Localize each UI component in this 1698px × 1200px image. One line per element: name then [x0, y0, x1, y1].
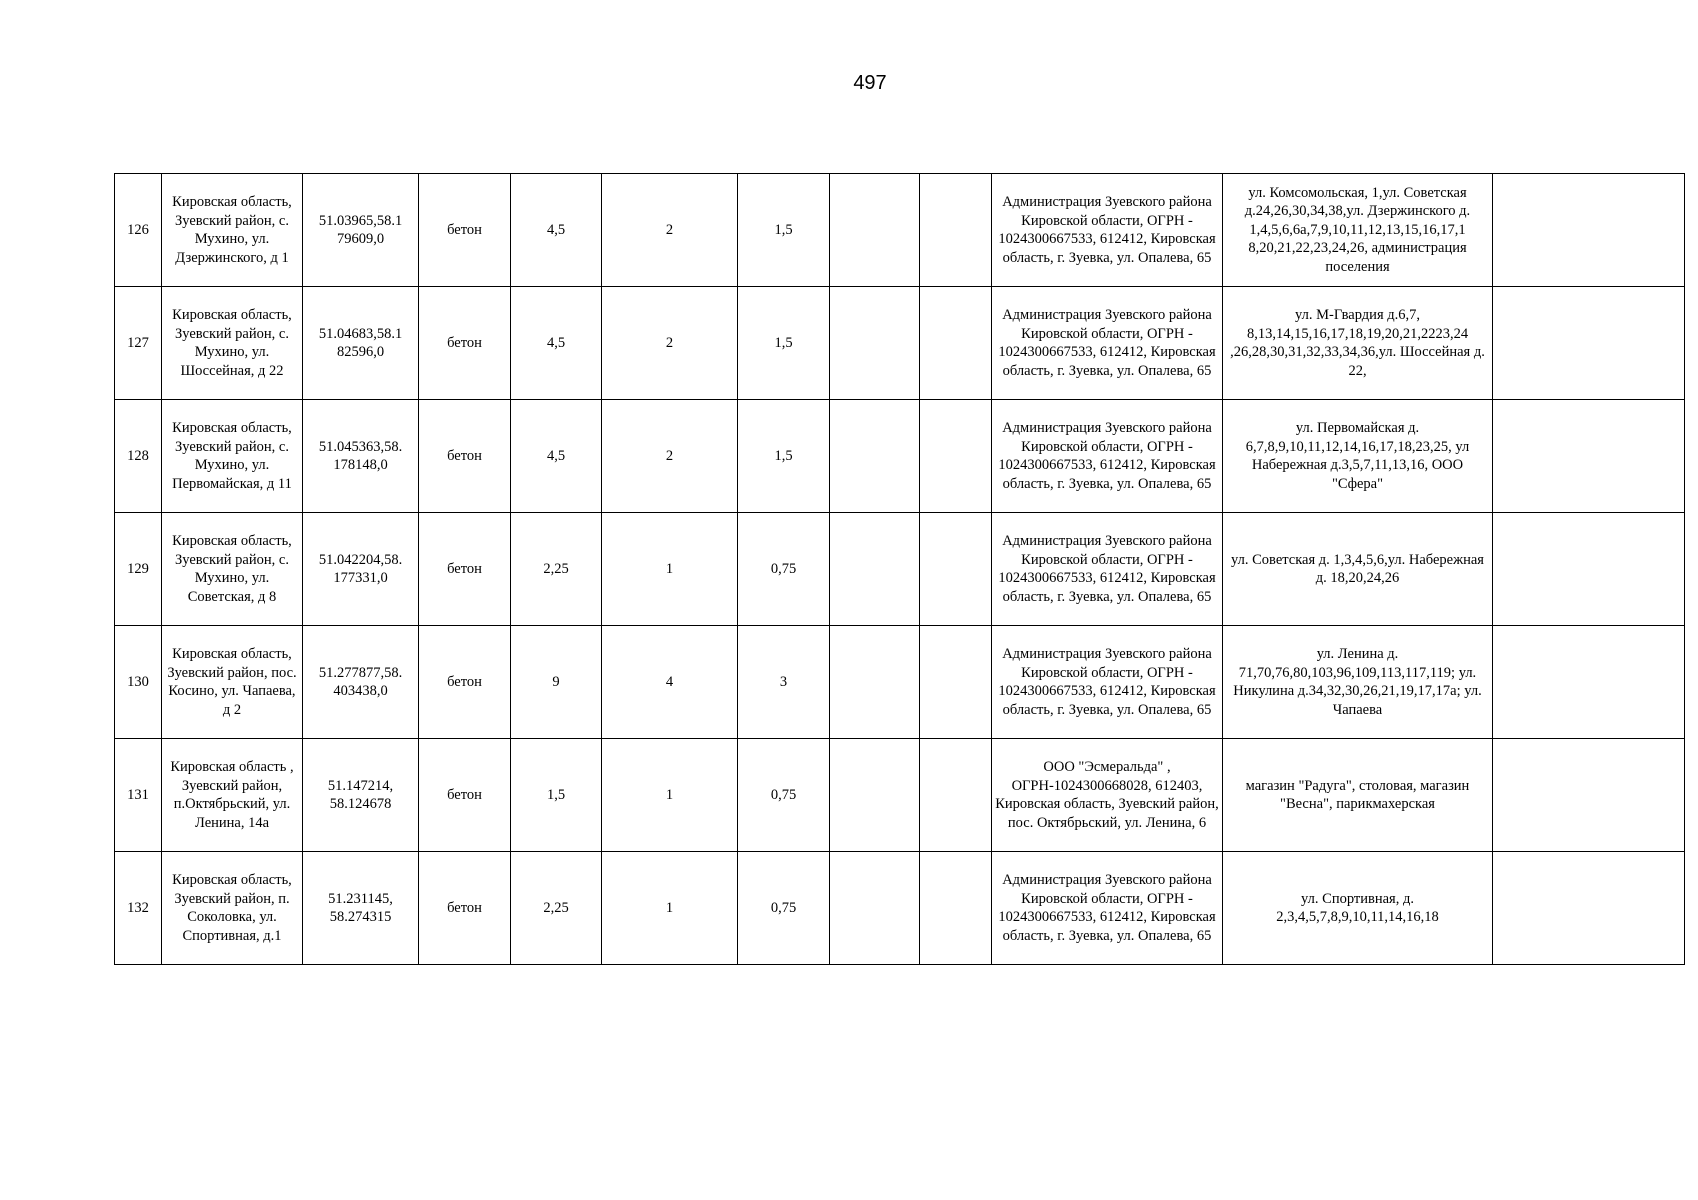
waste-sources: ул. Советская д. 1,3,4,5,6,ул. Набережная д. 18,20,24,26: [1223, 513, 1493, 626]
container-count: 1: [602, 852, 738, 965]
empty-cell: [830, 739, 920, 852]
container-count: 2: [602, 174, 738, 287]
table-row: [115, 287, 1685, 400]
site-area: 4,5: [511, 174, 602, 287]
empty-cell: [830, 513, 920, 626]
site-coordinates: 51.045363,58. 178148,0: [303, 400, 419, 513]
waste-sources: магазин "Радуга", столовая, магазин "Весна", парикмахерская: [1223, 739, 1493, 852]
owner-info: Администрация Зуевского района Кировской области, ОГРН - 1024300667533, 612412, Кировская область, г. Зуевка, ул. Опалева, 65: [992, 287, 1223, 400]
empty-cell: [830, 287, 920, 400]
owner-info: Администрация Зуевского района Кировской области, ОГРН - 1024300667533, 612412, Кировская область, г. Зуевка, ул. Опалева, 65: [992, 174, 1223, 287]
container-count: 4: [602, 626, 738, 739]
waste-sources: ул. Первомайская д. 6,7,8,9,10,11,12,14,16,17,18,23,25, ул Набережная д.3,5,7,11,13,16, ООО "Сфера": [1223, 400, 1493, 513]
empty-cell: [1493, 400, 1685, 513]
empty-cell: [1493, 626, 1685, 739]
empty-cell: [1493, 852, 1685, 965]
surface-type: бетон: [419, 174, 511, 287]
site-area: 9: [511, 626, 602, 739]
empty-cell: [830, 400, 920, 513]
site-address: Кировская область, Зуевский район, п. Соколовка, ул. Спортивная, д.1: [162, 852, 303, 965]
empty-cell: [830, 626, 920, 739]
row-number: 131: [115, 739, 162, 852]
empty-cell: [920, 626, 992, 739]
empty-cell: [830, 174, 920, 287]
owner-info: ООО "Эсмеральда" , ОГРН-1024300668028, 612403, Кировская область, Зуевский район, пос. Октябрьский, ул. Ленина, 6: [992, 739, 1223, 852]
site-area: 2,25: [511, 513, 602, 626]
page-number: 497: [853, 72, 887, 94]
site-area: 2,25: [511, 852, 602, 965]
empty-cell: [920, 852, 992, 965]
row-number: 127: [115, 287, 162, 400]
surface-type: бетон: [419, 852, 511, 965]
waste-sources: ул. Спортивная, д. 2,3,4,5,7,8,9,10,11,14,16,18: [1223, 852, 1493, 965]
table-row: [115, 174, 1685, 287]
table-row: [115, 513, 1685, 626]
row-number: 126: [115, 174, 162, 287]
site-coordinates: 51.277877,58. 403438,0: [303, 626, 419, 739]
row-number: 130: [115, 626, 162, 739]
site-coordinates: 51.042204,58. 177331,0: [303, 513, 419, 626]
owner-info: Администрация Зуевского района Кировской области, ОГРН - 1024300667533, 612412, Кировская область, г. Зуевка, ул. Опалева, 65: [992, 513, 1223, 626]
table-row: [115, 400, 1685, 513]
container-count: 2: [602, 287, 738, 400]
table-row: [115, 739, 1685, 852]
empty-cell: [1493, 513, 1685, 626]
site-address: Кировская область , Зуевский район, п.Октябрьский, ул. Ленина, 14а: [162, 739, 303, 852]
container-volume: 1,5: [738, 287, 830, 400]
waste-sources: ул. М-Гвардия д.6,7, 8,13,14,15,16,17,18,19,20,21,2223,24 ,26,28,30,31,32,33,34,36,ул. Шоссейная д. 22,: [1223, 287, 1493, 400]
site-address: Кировская область, Зуевский район, пос. Косино, ул. Чапаева, д 2: [162, 626, 303, 739]
container-volume: 0,75: [738, 513, 830, 626]
container-volume: 1,5: [738, 174, 830, 287]
waste-sources: ул. Комсомольская, 1,ул. Советская д.24,26,30,34,38,ул. Дзержинского д. 1,4,5,6,6а,7,9,10,11,12,13,15,16,17,1 8,20,21,22,23,24,26, администрация поселения: [1223, 174, 1493, 287]
table-row: [115, 852, 1685, 965]
empty-cell: [920, 739, 992, 852]
site-area: 1,5: [511, 739, 602, 852]
container-volume: 1,5: [738, 400, 830, 513]
container-count: 1: [602, 513, 738, 626]
empty-cell: [920, 400, 992, 513]
surface-type: бетон: [419, 513, 511, 626]
row-number: 128: [115, 400, 162, 513]
empty-cell: [1493, 174, 1685, 287]
site-address: Кировская область, Зуевский район, с. Мухино, ул. Советская, д 8: [162, 513, 303, 626]
empty-cell: [920, 287, 992, 400]
site-coordinates: 51.04683,58.1 82596,0: [303, 287, 419, 400]
site-address: Кировская область, Зуевский район, с. Мухино, ул. Дзержинского, д 1: [162, 174, 303, 287]
empty-cell: [830, 852, 920, 965]
surface-type: бетон: [419, 400, 511, 513]
site-address: Кировская область, Зуевский район, с. Мухино, ул. Шоссейная, д 22: [162, 287, 303, 400]
waste-sites-table: [114, 173, 1685, 965]
site-coordinates: 51.231145, 58.274315: [303, 852, 419, 965]
container-count: 2: [602, 400, 738, 513]
surface-type: бетон: [419, 626, 511, 739]
surface-type: бетон: [419, 287, 511, 400]
owner-info: Администрация Зуевского района Кировской области, ОГРН - 1024300667533, 612412, Кировская область, г. Зуевка, ул. Опалева, 65: [992, 400, 1223, 513]
empty-cell: [920, 513, 992, 626]
site-area: 4,5: [511, 287, 602, 400]
empty-cell: [1493, 739, 1685, 852]
container-volume: 3: [738, 626, 830, 739]
owner-info: Администрация Зуевского района Кировской области, ОГРН - 1024300667533, 612412, Кировская область, г. Зуевка, ул. Опалева, 65: [992, 852, 1223, 965]
container-count: 1: [602, 739, 738, 852]
row-number: 132: [115, 852, 162, 965]
waste-sources: ул. Ленина д. 71,70,76,80,103,96,109,113,117,119; ул. Никулина д.34,32,30,26,21,19,17,17а; ул. Чапаева: [1223, 626, 1493, 739]
site-area: 4,5: [511, 400, 602, 513]
site-coordinates: 51.147214, 58.124678: [303, 739, 419, 852]
empty-cell: [1493, 287, 1685, 400]
row-number: 129: [115, 513, 162, 626]
table-row: [115, 626, 1685, 739]
site-address: Кировская область, Зуевский район, с. Мухино, ул. Первомайская, д 11: [162, 400, 303, 513]
owner-info: Администрация Зуевского района Кировской области, ОГРН - 1024300667533, 612412, Кировская область, г. Зуевка, ул. Опалева, 65: [992, 626, 1223, 739]
empty-cell: [920, 174, 992, 287]
container-volume: 0,75: [738, 739, 830, 852]
site-coordinates: 51.03965,58.1 79609,0: [303, 174, 419, 287]
container-volume: 0,75: [738, 852, 830, 965]
surface-type: бетон: [419, 739, 511, 852]
